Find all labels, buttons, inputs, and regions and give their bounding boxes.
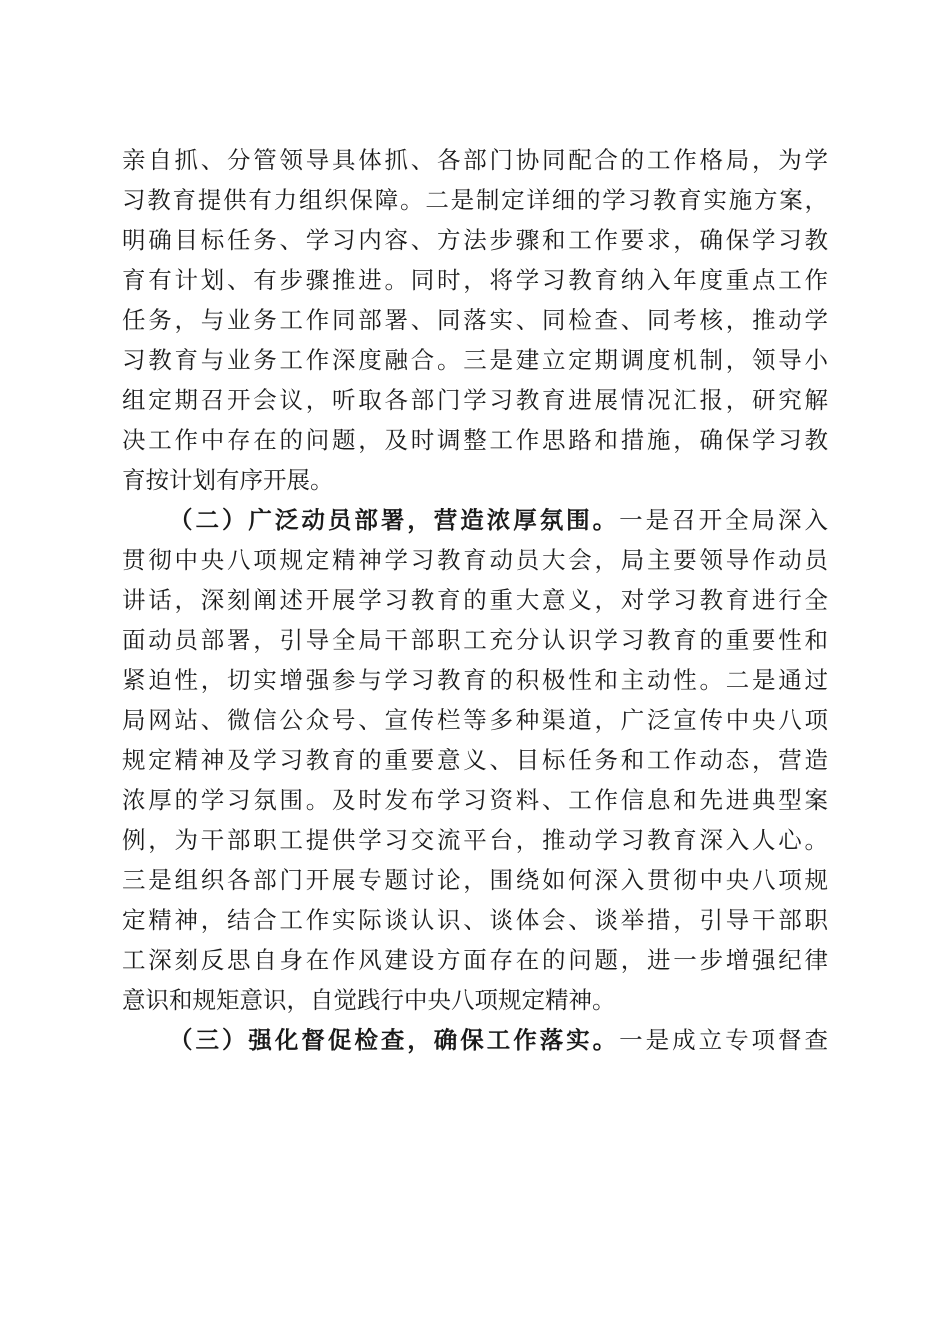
section-heading: （三）强化督促检查，确保工作落实。 — [169, 1026, 620, 1054]
text-line: 贯彻中央八项规定精神学习教育动员大会，局主要领导作动员 — [122, 546, 828, 574]
paragraph-1 — [122, 140, 828, 500]
paragraph-2 — [122, 500, 828, 1020]
text-line: 习教育提供有力组织保障。二是制定详细的学习教育实施方案， — [122, 186, 828, 214]
text-line: 组定期召开会议，听取各部门学习教育进展情况汇报，研究解 — [122, 386, 828, 414]
text-line: 意识和规矩意识，自觉践行中央八项规定精神。 — [122, 986, 616, 1014]
text-line: 育按计划有序开展。 — [122, 466, 334, 494]
text-line: 育有计划、有步骤推进。同时，将学习教育纳入年度重点工作 — [122, 266, 828, 294]
text-line: 局网站、微信公众号、宣传栏等多种渠道，广泛宣传中央八项 — [122, 706, 828, 734]
paragraph-first-line — [122, 1020, 828, 1060]
paragraph-3 — [122, 1020, 828, 1060]
document-body — [122, 140, 828, 1060]
text-line: 紧迫性，切实增强参与学习教育的积极性和主动性。二是通过 — [122, 666, 828, 694]
section-heading: （二）广泛动员部署，营造浓厚氛围。 — [169, 506, 620, 534]
text-line: 三是组织各部门开展专题讨论，围绕如何深入贯彻中央八项规 — [122, 866, 828, 894]
text-line: 讲话，深刻阐述开展学习教育的重大意义，对学习教育进行全 — [122, 586, 828, 614]
text-line: 规定精神及学习教育的重要意义、目标任务和工作动态，营造 — [122, 746, 828, 774]
text-line: 工深刻反思自身在作风建设方面存在的问题，进一步增强纪律 — [122, 946, 828, 974]
text-line: 任务，与业务工作同部署、同落实、同检查、同考核，推动学 — [122, 306, 828, 334]
text-span: 一是召开全局深入 — [619, 506, 829, 534]
text-line: 明确目标任务、学习内容、方法步骤和工作要求，确保学习教 — [122, 226, 828, 254]
text-line: 例，为干部职工提供学习交流平台，推动学习教育深入人心。 — [122, 826, 828, 854]
text-line: 浓厚的学习氛围。及时发布学习资料、工作信息和先进典型案 — [122, 786, 828, 814]
text-line: 定精神，结合工作实际谈认识、谈体会、谈举措，引导干部职 — [122, 906, 828, 934]
paragraph-first-line — [122, 500, 828, 540]
text-line: 决工作中存在的问题，及时调整工作思路和措施，确保学习教 — [122, 426, 828, 454]
text-line: 面动员部署，引导全局干部职工充分认识学习教育的重要性和 — [122, 626, 828, 654]
text-line: 亲自抓、分管领导具体抓、各部门协同配合的工作格局，为学 — [122, 146, 828, 174]
text-line: 习教育与业务工作深度融合。三是建立定期调度机制，领导小 — [122, 346, 828, 374]
text-span: 一是成立专项督查 — [619, 1026, 829, 1054]
